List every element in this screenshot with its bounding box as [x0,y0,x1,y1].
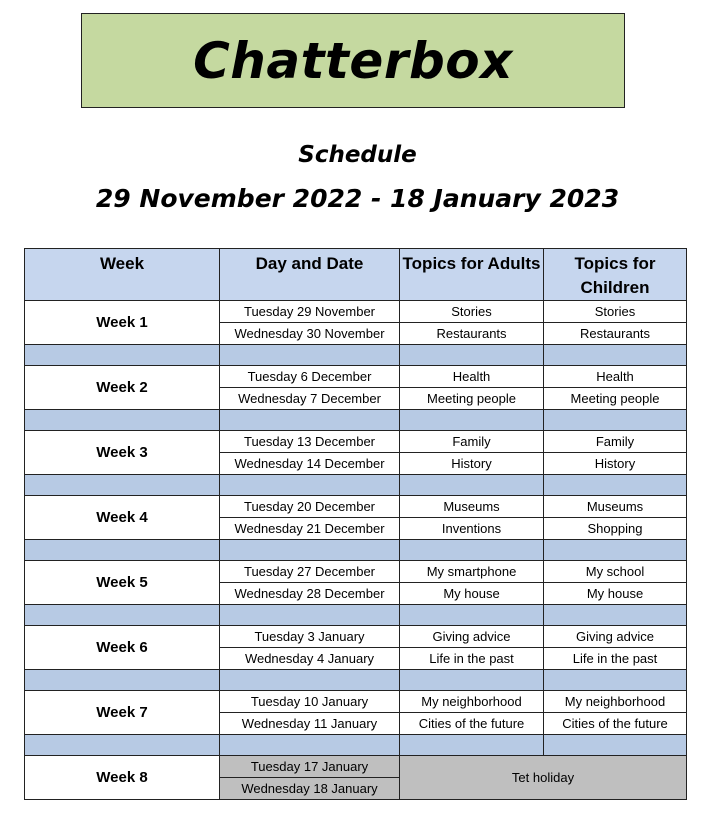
week-label: Week 7 [25,691,220,735]
adult-topic-cell: My neighborhood [400,691,544,713]
adult-topic-cell: Family [400,431,544,453]
week-row-last [25,756,687,778]
spacer-cell [220,605,400,626]
title-banner [81,13,625,108]
adult-topic-cell: Life in the past [400,648,544,670]
spacer-cell [400,605,544,626]
spacer-cell [25,605,220,626]
spacer-cell [544,605,687,626]
child-topic-cell: Health [544,366,687,388]
child-topic-cell: Museums [544,496,687,518]
week-label: Week 5 [25,561,220,605]
child-topic-cell: Cities of the future [544,713,687,735]
child-topic-cell: My neighborhood [544,691,687,713]
spacer-cell [400,670,544,691]
week-label: Week 3 [25,431,220,475]
adult-topic-cell: Health [400,366,544,388]
spacer-cell [220,735,400,756]
spacer-cell [25,540,220,561]
adult-topic-cell: Meeting people [400,388,544,410]
date-cell: Tuesday 29 November [220,301,400,323]
spacer-row [25,735,687,756]
week-label: Week 2 [25,366,220,410]
spacer-cell [220,540,400,561]
header-topics-adults: Topics for Adults [400,249,544,301]
spacer-row [25,670,687,691]
table-row [25,366,687,388]
adult-topic-cell: My house [400,583,544,605]
child-topic-cell: Giving advice [544,626,687,648]
adult-topic-cell: Cities of the future [400,713,544,735]
spacer-cell [220,475,400,496]
spacer-cell [544,475,687,496]
spacer-cell [220,345,400,366]
date-cell: Wednesday 30 November [220,323,400,345]
child-topic-cell: Shopping [544,518,687,540]
schedule-table [24,248,687,800]
spacer-cell [400,345,544,366]
date-cell: Wednesday 21 December [220,518,400,540]
adult-topic-cell: Restaurants [400,323,544,345]
table-row [25,561,687,583]
table-row [25,626,687,648]
spacer-row [25,605,687,626]
spacer-cell [220,410,400,431]
spacer-cell [400,540,544,561]
adult-topic-cell: My smartphone [400,561,544,583]
date-cell: Wednesday 14 December [220,453,400,475]
spacer-cell [25,410,220,431]
spacer-cell [544,540,687,561]
spacer-cell [544,735,687,756]
adult-topic-cell: Giving advice [400,626,544,648]
spacer-cell [544,345,687,366]
date-cell: Tuesday 3 January [220,626,400,648]
header-week: Week [25,249,220,301]
child-topic-cell: Restaurants [544,323,687,345]
child-topic-cell: Family [544,431,687,453]
child-topic-cell: Meeting people [544,388,687,410]
adult-topic-cell: Stories [400,301,544,323]
date-cell: Tuesday 6 December [220,366,400,388]
spacer-cell [400,410,544,431]
spacer-cell [544,670,687,691]
header-day-date: Day and Date [220,249,400,301]
table-header-row [25,249,687,301]
spacer-cell [544,410,687,431]
date-cell: Tuesday 20 December [220,496,400,518]
child-topic-cell: My house [544,583,687,605]
date-cell: Wednesday 11 January [220,713,400,735]
week-label: Week 8 [25,756,220,800]
table-row [25,496,687,518]
adult-topic-cell: Inventions [400,518,544,540]
child-topic-cell: My school [544,561,687,583]
table-row [25,691,687,713]
spacer-row [25,475,687,496]
spacer-row [25,540,687,561]
spacer-row [25,410,687,431]
week-label: Week 4 [25,496,220,540]
header-topics-children: Topics for Children [544,249,687,301]
page-title: Chatterbox [193,31,513,90]
spacer-cell [25,735,220,756]
child-topic-cell: History [544,453,687,475]
adult-topic-cell: Museums [400,496,544,518]
date-cell: Wednesday 28 December [220,583,400,605]
spacer-cell [400,475,544,496]
child-topic-cell: Stories [544,301,687,323]
date-cell: Tuesday 10 January [220,691,400,713]
schedule-heading: Schedule [298,142,417,168]
date-cell: Wednesday 18 January [220,778,400,800]
date-cell: Wednesday 7 December [220,388,400,410]
spacer-cell [25,475,220,496]
date-cell: Tuesday 27 December [220,561,400,583]
holiday-cell: Tet holiday [400,756,687,800]
adult-topic-cell: History [400,453,544,475]
table-row [25,431,687,453]
week-label: Week 6 [25,626,220,670]
date-cell: Wednesday 4 January [220,648,400,670]
spacer-row [25,345,687,366]
spacer-cell [220,670,400,691]
spacer-cell [25,345,220,366]
week-label: Week 1 [25,301,220,345]
spacer-cell [25,670,220,691]
date-cell: Tuesday 13 December [220,431,400,453]
date-cell: Tuesday 17 January [220,756,400,778]
table-row [25,301,687,323]
child-topic-cell: Life in the past [544,648,687,670]
date-range: 29 November 2022 - 18 January 2023 [95,184,620,213]
schedule-body [25,301,687,800]
spacer-cell [400,735,544,756]
